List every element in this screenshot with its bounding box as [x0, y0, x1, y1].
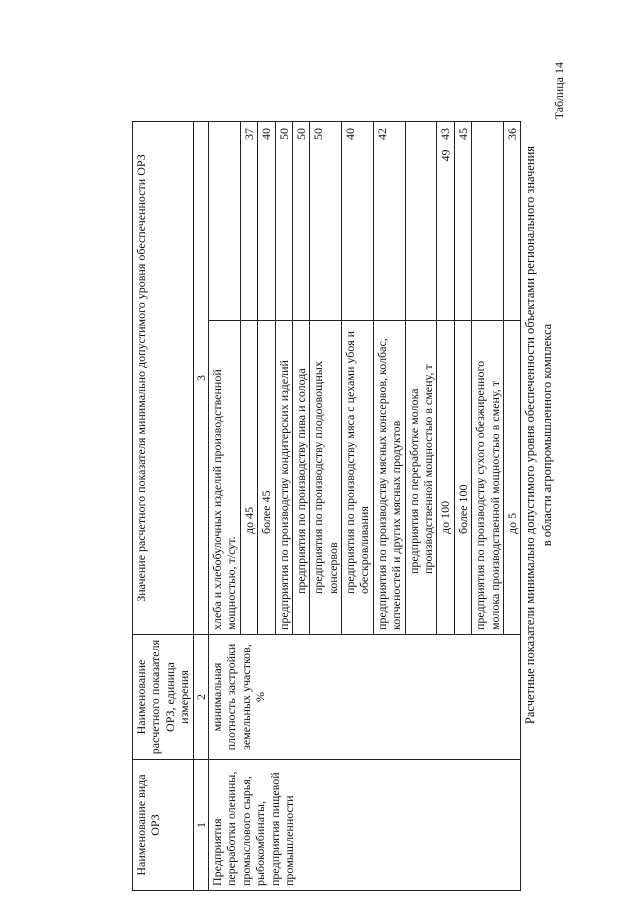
row-label: до 100 [437, 321, 454, 635]
object-type-cell: Предприятия переработки оленины, промыслового сырья, рыбокомбинаты, предприятия пищевой промышленности [208, 760, 520, 891]
row-value: 50 [310, 122, 342, 321]
row-label: предприятия по производству плодоовощных консервов [310, 321, 342, 635]
row-value: 40 [342, 122, 374, 321]
indicator-cell: минимальная плотность застройки земельных участков, % [208, 635, 520, 760]
row-label: предприятия по производству пива и солода [292, 321, 309, 635]
row-label: более 100 [454, 321, 471, 635]
row-value: 50 [292, 122, 309, 321]
row-value: 50 [275, 122, 292, 321]
page-number: 49 [438, 149, 453, 162]
row-label: предприятия по производству сухого обезжиренного молока производственной мощностью в смену, т [472, 321, 504, 635]
row-label: хлеба и хлебобулочных изделий производственной мощностью, т/сут. [208, 321, 240, 635]
row-label: предприятия по производству мясных консервов, колбас, копченостей и других мясных продуктов [373, 321, 405, 635]
row-label: предприятия по переработке молока производственной мощностью в смену, т [405, 321, 437, 635]
row-label: предприятия по производству кондитерских изделий [275, 321, 292, 635]
row-value: 36 [503, 122, 520, 321]
row-label: более 45 [258, 321, 275, 635]
title-line: в области агропромышленного комплекса [539, 323, 554, 547]
column-number: 1 [193, 760, 208, 891]
row-label: до 45 [240, 321, 257, 635]
row-value: 40 [258, 122, 275, 321]
row-value: 42 [373, 122, 405, 321]
column-number: 3 [193, 122, 208, 635]
row-value: 43 [437, 122, 454, 321]
row-value: 45 [454, 122, 471, 321]
table-header-row [133, 122, 194, 891]
header-indicator: Наименование расчетного показателя ОРЗ, единица измерения [133, 635, 194, 760]
title-line: Расчетные показатели минимально допустимого уровня обеспеченности объектами регионального значения [523, 145, 537, 725]
row-value [472, 122, 504, 321]
column-number: 2 [193, 635, 208, 760]
table-label: Таблица 14 [552, 62, 566, 120]
header-object-type: Наименование вида ОРЗ [133, 760, 194, 891]
header-value: Значение расчетного показателя минимально допустимого уровня обеспеченности ОРЗ [133, 122, 194, 635]
row-value: 37 [240, 122, 257, 321]
table-row [208, 122, 240, 891]
column-number-row [193, 122, 208, 891]
row-value [405, 122, 437, 321]
row-value [208, 122, 240, 321]
row-label: до 5 [503, 321, 520, 635]
table-title [522, 85, 556, 785]
indicators-table [132, 121, 521, 891]
row-label: предприятия по производству мяса с цехами убоя и обескровливания [342, 321, 374, 635]
